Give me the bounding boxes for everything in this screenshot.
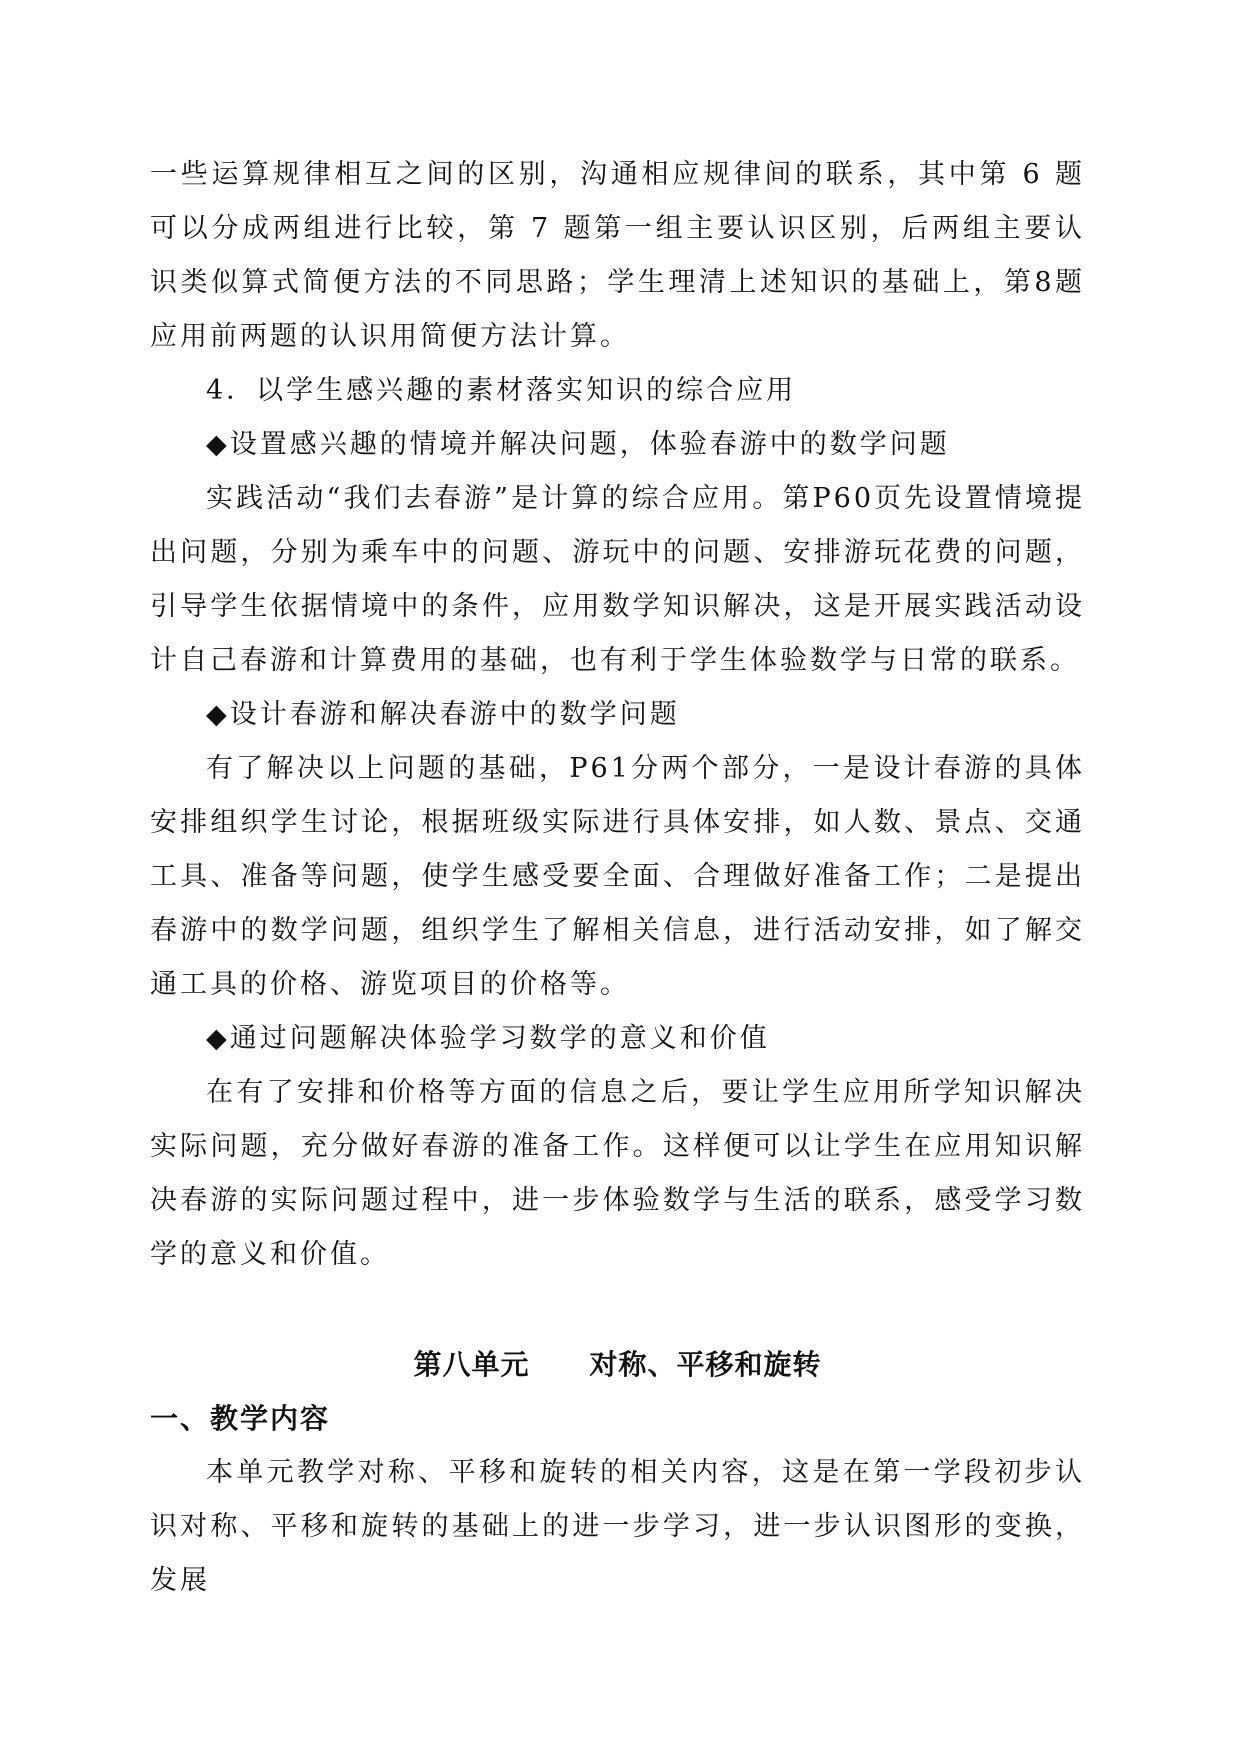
bullet-interesting-situation: ◆设置感兴趣的情境并解决问题，体验春游中的数学问题 [206,429,950,460]
unit-name: 对称、平移和旋转 [589,1348,822,1381]
bullet-meaning-and-value: ◆通过问题解决体验学习数学的意义和价值 [206,1023,770,1054]
unit-number: 第八单元 [413,1348,530,1381]
document-page [150,148,1085,1608]
paragraph-operation-rules: 一些运算规律相互之间的区别，沟通相应规律间的联系，其中第 6 题可以分成两组进行比较，第 7 题第一组主要认识区别，后两组主要认识类似算式简便方法的不同思路；学生理清上述知识的基础上，第8题应用前两题的认识用简便方法计算。 [150,159,1085,352]
paragraph-unit-intro: 本单元教学对称、平移和旋转的相关内容，这是在第一学段初步认识对称、平移和旋转的基础上的进一步学习，进一步认识图形的变换，发展 [150,1457,1085,1596]
paragraph-p61-two-parts: 有了解决以上问题的基础，P61分两个部分，一是设计春游的具体安排组织学生讨论，根据班级实际进行具体安排，如人数、景点、交通工具、准备等问题，使学生感受要全面、合理做好准备工作；二是提出春游中的数学问题，组织学生了解相关信息，进行活动安排，如了解交通工具的价格、游览项目的价格等。 [150,753,1085,1000]
unit-title [150,1338,1085,1392]
bullet-design-spring-outing: ◆设计春游和解决春游中的数学问题 [206,699,680,730]
paragraph-spring-outing-activity: 实践活动“我们去春游”是计算的综合应用。第P60页先设置情境提出问题，分别为乘车中的问题、游玩中的问题、安排游玩花费的问题，引导学生依据情境中的条件，应用数学知识解决，这是开展实践活动设计自己春游和计算费用的基础，也有利于学生体验数学与日常的联系。 [150,483,1085,676]
section-title-teaching-content: 一、教学内容 [150,1402,331,1435]
heading-comprehensive-application: 4．以学生感兴趣的素材落实知识的综合应用 [206,375,797,406]
section-spacer [150,1282,1085,1338]
paragraph-apply-knowledge: 在有了安排和价格等方面的信息之后，要让学生应用所学知识解决实际问题，充分做好春游的准备工作。这样便可以让学生在应用知识解决春游的实际问题过程中，进一步体验数学与生活的联系，感受学习数学的意义和价值。 [150,1077,1085,1270]
